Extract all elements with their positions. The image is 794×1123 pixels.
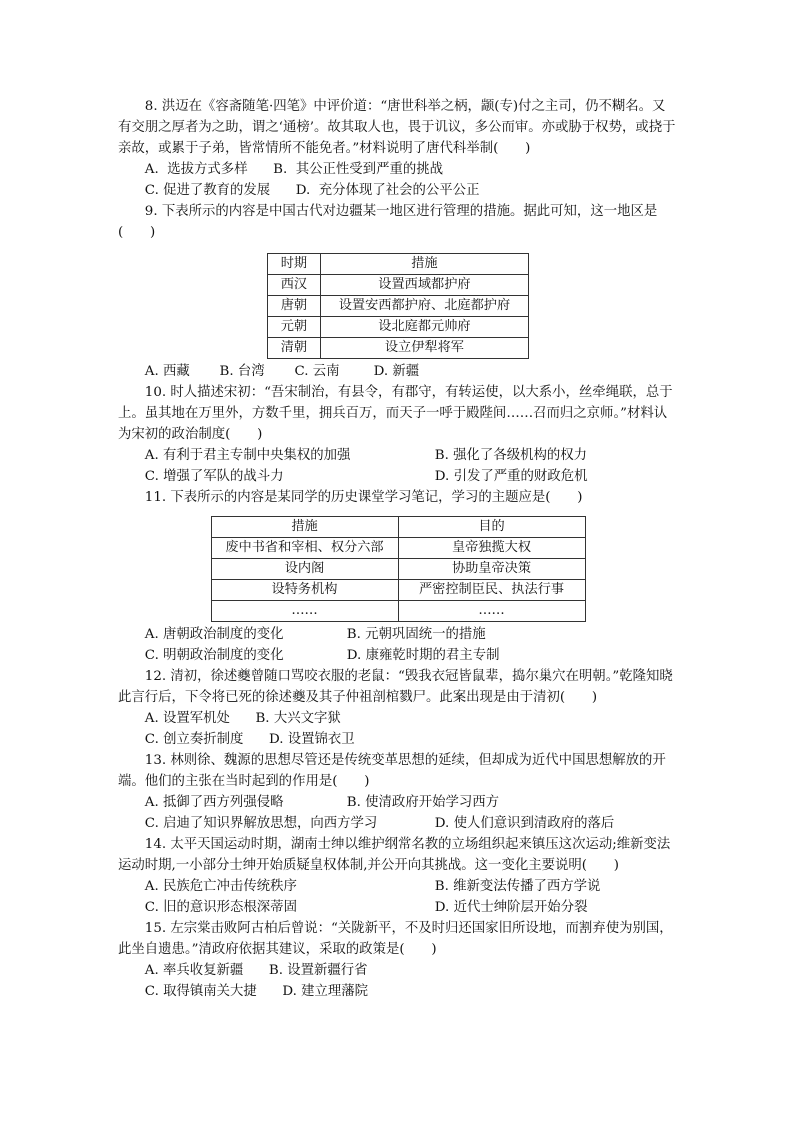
question-11-stem: 11. 下表所示的内容是某同学的历史课堂学习笔记，学习的主题应是( ) — [144, 490, 583, 505]
table-row — [268, 338, 529, 359]
option-b: B. 维新变法传播了西方学说 — [434, 879, 601, 894]
question-8 — [118, 96, 678, 201]
question-10-options-cd — [118, 466, 678, 487]
option-b: B. 使清政府开始学习西方 — [346, 795, 500, 810]
question-12 — [118, 666, 678, 750]
question-13-options-cd — [118, 813, 678, 834]
table-header-cell: 目的 — [398, 517, 585, 538]
question-15-options-cd: C. 取得镇南关大捷 D. 建立理藩院 — [144, 984, 369, 999]
table-header-row — [211, 517, 585, 538]
table-cell: 西汉 — [268, 275, 321, 296]
table-cell: 唐朝 — [268, 296, 321, 317]
question-11-options-cd — [118, 645, 678, 666]
question-12-options-cd: C. 创立奏折制度 D. 设置锦衣卫 — [144, 732, 355, 747]
question-14-stem: 14. 太平天国运动时期，湖南士绅以维护纲常名教的立场组织起来镇压这次运动;维新变法运动时期,一小部分士绅开始质疑皇权体制,并公开向其挑战。这一变化主要说明( ) — [118, 837, 671, 873]
table-row — [211, 559, 585, 580]
table-cell: …… — [211, 601, 398, 622]
question-10-options-ab — [118, 445, 678, 466]
question-9-table — [267, 253, 529, 359]
question-12-stem: 12. 清初，徐述夔曾随口骂咬衣服的老鼠：“毁我衣冠皆鼠辈，捣尔巢穴在明朝。”乾隆知晓此言行后，下令将已死的徐述夔及其子仲祖剖棺戮尸。此案出现是由于清初( ) — [118, 669, 673, 705]
table-cell: 协助皇帝决策 — [398, 559, 585, 580]
option-a: A. 唐朝政治制度的变化 — [144, 627, 284, 642]
table-header-row — [268, 254, 529, 275]
table-header-cell: 时期 — [268, 254, 321, 275]
question-14-options-ab — [118, 876, 678, 897]
option-c: C. 明朝政治制度的变化 — [144, 648, 284, 663]
question-list — [118, 96, 678, 1002]
option-d: D. 使人们意识到清政府的落后 — [434, 816, 615, 831]
table-header-cell: 措施 — [211, 517, 398, 538]
option-c: C. 增强了军队的战斗力 — [144, 469, 284, 484]
table-cell: 设立伊犁将军 — [320, 338, 528, 359]
question-9 — [118, 201, 678, 382]
option-b: B. 元朝巩固统一的措施 — [346, 627, 486, 642]
table-cell: 元朝 — [268, 317, 321, 338]
option-a: A. 民族危亡冲击传统秩序 — [144, 879, 297, 894]
question-10-stem: 10. 时人描述宋初：“吾宋制治，有县令，有郡守，有转运使，以大系小，丝牵绳联，总于上。虽其地在万里外，方数千里，拥兵百万，而天子一呼于殿陛间……召而归之京师。”材料认为宋初的政治制度( ) — [118, 385, 673, 442]
option-b: B. 强化了各级机构的权力 — [434, 448, 588, 463]
table-cell: …… — [398, 601, 585, 622]
table-row — [268, 275, 529, 296]
option-d: D. 康雍乾时期的君主专制 — [346, 648, 500, 663]
option-a: A. 抵御了西方列强侵略 — [144, 795, 284, 810]
option-c: C. 旧的意识形态根深蒂固 — [144, 900, 297, 915]
question-11-table — [211, 516, 586, 622]
table-row — [268, 317, 529, 338]
table-cell: 废中书省和宰相、权分六部 — [211, 538, 398, 559]
table-cell: 严密控制臣民、执法行事 — [398, 580, 585, 601]
table-row — [211, 601, 585, 622]
option-a: A. 有利于君主专制中央集权的加强 — [144, 448, 351, 463]
question-9-options: A. 西藏 B. 台湾 C. 云南 D. 新疆 — [144, 364, 420, 379]
question-8-options-ab: A. 选拔方式多样 B. 其公正性受到严重的挑战 — [144, 162, 444, 177]
table-cell: 设内阁 — [211, 559, 398, 580]
question-12-options-ab: A. 设置军机处 B. 大兴文字狱 — [144, 711, 341, 726]
question-13 — [118, 750, 678, 834]
option-d: D. 近代士绅阶层开始分裂 — [434, 900, 588, 915]
question-9-stem: 9. 下表所示的内容是中国古代对边疆某一地区进行管理的措施。据此可知，这一地区是( ) — [118, 204, 658, 240]
table-row — [268, 296, 529, 317]
table-cell: 设置西域都护府 — [320, 275, 528, 296]
table-row — [211, 538, 585, 559]
option-d: D. 引发了严重的财政危机 — [434, 469, 588, 484]
table-header-cell: 措施 — [320, 254, 528, 275]
table-cell: 清朝 — [268, 338, 321, 359]
question-11-options-ab — [118, 624, 678, 645]
question-10 — [118, 382, 678, 487]
option-c: C. 启迪了知识界解放思想，向西方学习 — [144, 816, 378, 831]
table-cell: 设置安西都护府、北庭都护府 — [320, 296, 528, 317]
question-8-options-cd: C. 促进了教育的发展 D. 充分体现了社会的公平公正 — [144, 183, 480, 198]
question-13-options-ab — [118, 792, 678, 813]
table-cell: 皇帝独揽大权 — [398, 538, 585, 559]
question-15-stem: 15. 左宗棠击败阿古柏后曾说：“关陇新平，不及时归还国家旧所设地，而割弃使为别国，此坐自遗患。”清政府依据其建议，采取的政策是( ) — [118, 921, 673, 957]
question-14 — [118, 834, 678, 918]
question-8-stem: 8. 洪迈在《容斋随笔·四笔》中评价道：“唐世科举之柄，颛(专)付之主司，仍不糊名。又有交朋之厚者为之助，谓之‘通榜’。故其取人也，畏于讥议，多公而审。亦或胁于权势，或挠于亲故，或累于子弟，皆常情所不能免者。”材料说明了唐代科举制( ) — [118, 99, 676, 156]
question-14-options-cd — [118, 897, 678, 918]
question-15 — [118, 918, 678, 1002]
table-cell: 设北庭都元帅府 — [320, 317, 528, 338]
question-13-stem: 13. 林则徐、魏源的思想尽管还是传统变革思想的延续，但却成为近代中国思想解放的开端。他们的主张在当时起到的作用是( ) — [118, 753, 666, 789]
question-11 — [118, 487, 678, 666]
table-row — [211, 580, 585, 601]
question-15-options-ab: A. 率兵收复新疆 B. 设置新疆行省 — [144, 963, 368, 978]
table-cell: 设特务机构 — [211, 580, 398, 601]
